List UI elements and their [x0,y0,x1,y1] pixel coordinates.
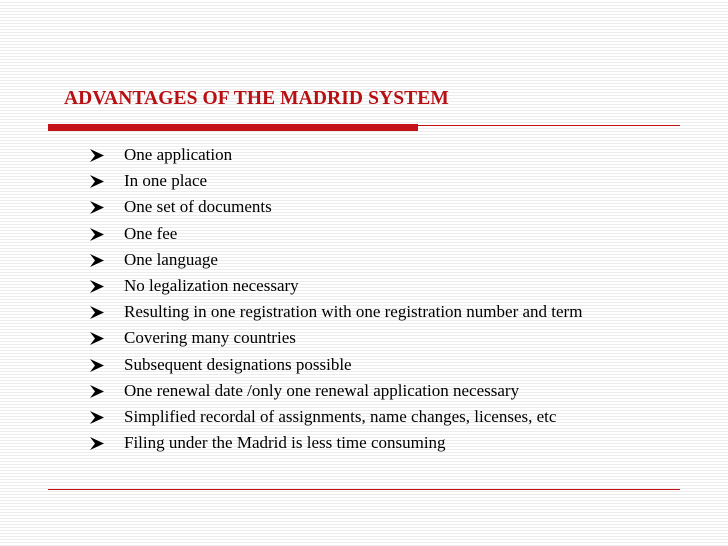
title-underline [418,125,680,126]
list-item [88,378,582,404]
bullet-text: Subsequent designations possible [124,354,352,374]
bullet-text: Resulting in one registration with one registration number and term [124,302,583,322]
bullet-text: Filing under the Madrid is less time consuming [124,433,446,453]
bullet-text: One fee [124,223,178,243]
list-item [88,299,582,325]
arrow-bullet-icon [90,254,104,267]
arrow-bullet-icon [90,411,104,424]
bullet-text: One application [124,145,233,164]
list-item [88,194,582,220]
arrow-bullet-icon [90,385,104,398]
bullet-list [88,142,582,456]
arrow-bullet-icon [90,280,104,293]
bullet-text: One language [124,249,218,269]
slide-title: ADVANTAGES OF THE MADRID SYSTEM [64,88,449,109]
bullet-text: One set of documents [124,197,272,217]
arrow-bullet-icon [90,437,104,450]
list-item [88,142,582,168]
title-accent-bar [48,124,418,131]
arrow-bullet-icon [90,332,104,345]
arrow-bullet-icon [90,175,104,188]
footer-divider [48,489,680,490]
arrow-bullet-icon [90,359,104,372]
bullet-text: Covering many countries [124,328,296,348]
list-item [88,273,582,299]
bullet-text: Simplified recordal of assignments, name changes, licenses, etc [124,406,557,426]
bullet-text: In one place [124,171,208,191]
list-item [88,325,582,351]
list-item [88,168,582,194]
list-item [88,221,582,247]
bullet-text: One renewal date /only one renewal application necessary [124,380,520,400]
list-item [88,247,582,273]
list-item [88,430,582,456]
list-item [88,404,582,430]
list-item [88,352,582,378]
bullet-text: No legalization necessary [124,275,299,295]
arrow-bullet-icon [90,228,104,241]
arrow-bullet-icon [90,201,104,214]
arrow-bullet-icon [90,306,104,319]
arrow-bullet-icon [90,149,104,162]
